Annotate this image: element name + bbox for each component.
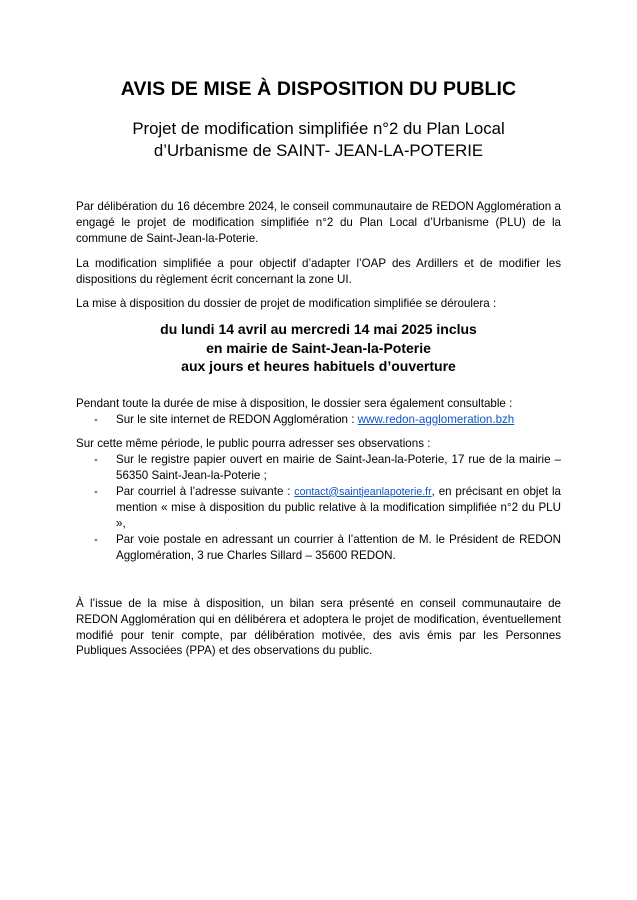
list-dash: - [94,453,98,466]
list-item-website [76,412,561,428]
list-dash: - [94,413,98,426]
list-dash: - [94,484,98,498]
schedule-dates: du lundi 14 avril au mercredi 14 mai 2025 inclus [160,321,477,337]
schedule-location: en mairie de Saint-Jean-la-Poterie [206,339,431,356]
list-dash: - [94,532,98,546]
schedule-highlight [0,320,637,376]
page-title: AVIS DE MISE À DISPOSITION DU PUBLIC [120,78,517,100]
subtitle-line-1: Projet de modification simplifiée n°2 du Plan Local [132,119,505,138]
paragraph-schedule-intro: La mise à disposition du dossier de projet de modification simplifiée se déroulera : [76,297,497,310]
observations-list [76,452,561,564]
subtitle-line-2: d’Urbanisme de SAINT- JEAN-LA-POTERIE [153,141,484,160]
postal-text: Par voie postale en adressant un courrier à l’attention de M. le Président de REDON Agglomération, 3 rue Charles Sillard – 35600 REDON. [116,532,561,562]
email-text-after: , en précisant en objet la mention « mise à disposition du public relative à la modification simplifiée n°2 du PLU », [116,484,561,531]
website-link[interactable]: www.redon-agglomeration.bzh [357,413,515,426]
paragraph-conclusion: À l’issue de la mise à disposition, un bilan sera présenté en conseil communautaire de REDON Agglomération qui en délibérera et adoptera le projet de modification, éventuellement modifié pour tenir compte, par délibération motivée, des avis émis par les Personnes Publiques Associées (PPA) et des observations du public. [76,597,561,658]
paragraph-objective: La modification simplifiée a pour objectif d’adapter l’OAP des Ardillers et de modifier les dispositions du règlement écrit concernant la zone UI. [76,257,561,286]
list-item-register [76,452,561,484]
consultation-list [76,412,561,428]
page-subtitle [0,118,637,162]
list-item-postal [76,532,561,564]
paragraph-observations: Sur cette même période, le public pourra adresser ses observations : [76,437,431,450]
register-text: Sur le registre papier ouvert en mairie de Saint-Jean-la-Poterie, 17 rue de la mairie – 56350 Saint-Jean-la-Poterie ; [116,453,561,482]
paragraph-consultation: Pendant toute la durée de mise à disposition, le dossier sera également consultable : [76,397,513,410]
email-link[interactable]: contact@saintjeanlapoterie.fr [294,485,432,498]
list-item-email [76,484,561,532]
email-text-before: Par courriel à l’adresse suivante : [116,484,295,498]
website-text: Sur le site internet de REDON Agglomération : [116,413,358,426]
schedule-hours: aux jours et heures habituels d’ouverture [181,358,456,374]
paragraph-deliberation: Par délibération du 16 décembre 2024, le conseil communautaire de REDON Agglomération a engagé le projet de modification simplifiée n°2 du Plan Local d’Urbanisme (PLU) de la commune de Saint-Jean-la-Poterie. [76,200,561,245]
